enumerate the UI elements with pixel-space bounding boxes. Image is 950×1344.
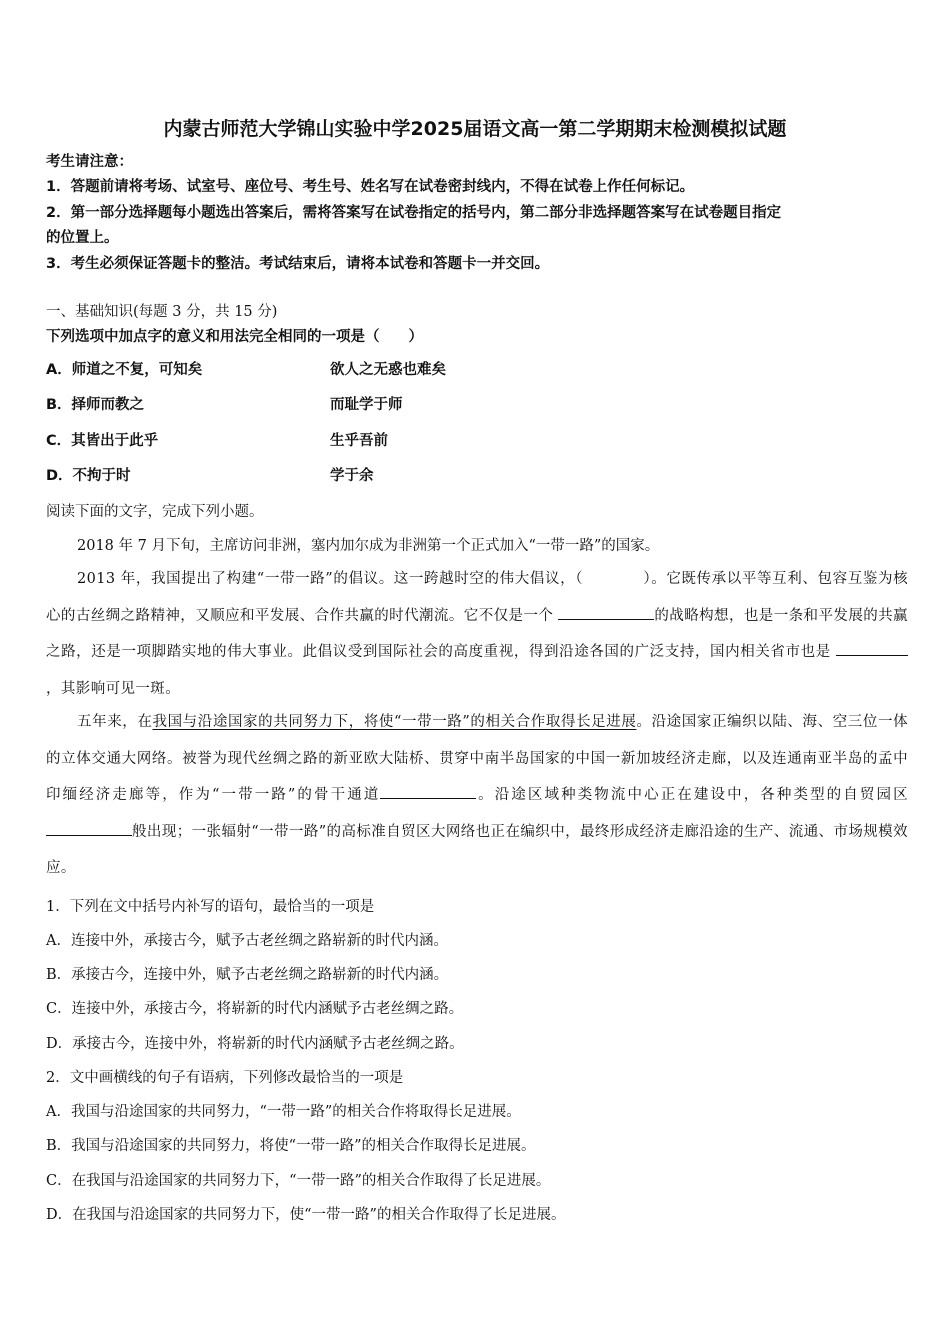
option-left: B．择师而教之 [46, 397, 145, 413]
answer-option: D．在我国与沿途国家的共同努力下，使“一带一路”的相关合作取得了长足进展。 [46, 1207, 566, 1223]
underlined-sentence: 我国与沿途国家的共同努力下，将使“一带一路”的相关合作取得长足进展 [152, 714, 637, 730]
reading-paragraph-2 [46, 561, 908, 707]
text: 2013 年，我国提出了构建“一带一路”的倡议。这一跨越时空的伟大倡议，（ [77, 571, 584, 587]
text: 般出现；一张辐射“一带一路”的高标准自贸区大网络也正在编织中，最终形成经济走廊沿途的生产、流通、市场规模效应。 [46, 823, 908, 876]
section-heading: 一、基础知识(每题 3 分，共 15 分) [46, 304, 278, 320]
answer-option: B．我国与沿途国家的共同努力，将使“一带一路”的相关合作取得长足进展。 [46, 1138, 536, 1154]
notice-item: 3．考生必须保证答题卡的整洁。考试结束后，请将本试卷和答题卡一并交回。 [46, 256, 550, 272]
answer-option: D．承接古今，连接中外，将崭新的时代内涵赋予古老丝绸之路。 [46, 1036, 464, 1052]
text: 五年来，在 [77, 714, 153, 730]
notice-heading: 考生请注意： [46, 154, 133, 170]
option-b [46, 395, 906, 415]
question-stem: 下列选项中加点字的意义和用法完全相同的一项是（ ） [46, 329, 423, 345]
text: 。沿途国家正编织以陆、海、空三位一体的立体交通大网络。被誉为现代丝绸之路的新亚欧大陆桥、贯穿中南半岛国家的中国一新加坡经济走廊，以及连通南亚半岛的孟中印缅经济走廊等，作为“一带一路”的骨干通道 [46, 714, 908, 803]
option-right: 学于余 [330, 468, 374, 484]
text: ，其影响可见一斑。 [46, 680, 181, 697]
answer-option: A．我国与沿途国家的共同努力，“一带一路”的相关合作将取得长足进展。 [46, 1104, 521, 1120]
question-stem: 2．文中画横线的句子有语病，下列修改最恰当的一项是 [46, 1070, 404, 1086]
option-right: 欲人之无惑也难矣 [330, 362, 446, 378]
notice-item: 2．第一部分选择题每小题选出答案后，需将答案写在试卷指定的括号内，第二部分非选择题答案写在试卷题目指定 [46, 205, 782, 221]
reading-paragraph-1: 2018 年 7 月下旬，主席访问非洲，塞内加尔成为非洲第一个正式加入“一带一路”的国家。 [77, 538, 660, 554]
blank [836, 641, 908, 656]
blank [380, 784, 476, 799]
reading-paragraph-3 [46, 704, 908, 887]
text: 。沿途区域种类物流中心正在建设中，各种类型的自贸园区 [476, 787, 908, 803]
reading-intro: 阅读下面的文字，完成下列小题。 [46, 504, 264, 520]
page-title: 内蒙古师范大学锦山实验中学2025届语文高一第二学期期末检测模拟试题 [163, 118, 787, 140]
option-c [46, 431, 906, 451]
option-left: D．不拘于时 [46, 468, 131, 484]
notice-item: 1．答题前请将考场、试室号、座位号、考生号、姓名写在试卷密封线内，不得在试卷上作任何标记。 [46, 179, 695, 195]
option-a [46, 360, 906, 380]
blank [558, 605, 654, 620]
option-right: 而耻学于师 [330, 397, 403, 413]
option-right: 生乎吾前 [330, 433, 388, 449]
answer-option: C．连接中外，承接古今，将崭新的时代内涵赋予古老丝绸之路。 [46, 1001, 464, 1017]
text: 的战略构想，也是一条和平发展的共赢之路，还是一项脚踏实地的伟大事业。此倡议受到国际社会的高度重视，得到沿途各国的广泛支持，国内相关省市也是 [46, 607, 908, 660]
option-left: A．师道之不复，可知矣 [46, 362, 203, 378]
text: ）。它既传承以平等互利、包容互鉴为核心的古丝绸之路精神，又顺应和平发展、合作共赢的时代潮流。它不仅是一个 [46, 571, 908, 624]
answer-option: C．在我国与沿途国家的共同努力下，“一带一路”的相关合作取得了长足进展。 [46, 1173, 551, 1189]
notice-item: 的位置上。 [46, 230, 119, 246]
answer-option: A．连接中外，承接古今，赋予古老丝绸之路崭新的时代内涵。 [46, 933, 448, 949]
option-d [46, 466, 906, 486]
blank [46, 821, 132, 836]
question-stem: 1．下列在文中括号内补写的语句，最恰当的一项是 [46, 899, 375, 915]
answer-option: B．承接古今，连接中外，赋予古老丝绸之路崭新的时代内涵。 [46, 967, 449, 983]
option-left: C．其皆出于此乎 [46, 433, 159, 449]
